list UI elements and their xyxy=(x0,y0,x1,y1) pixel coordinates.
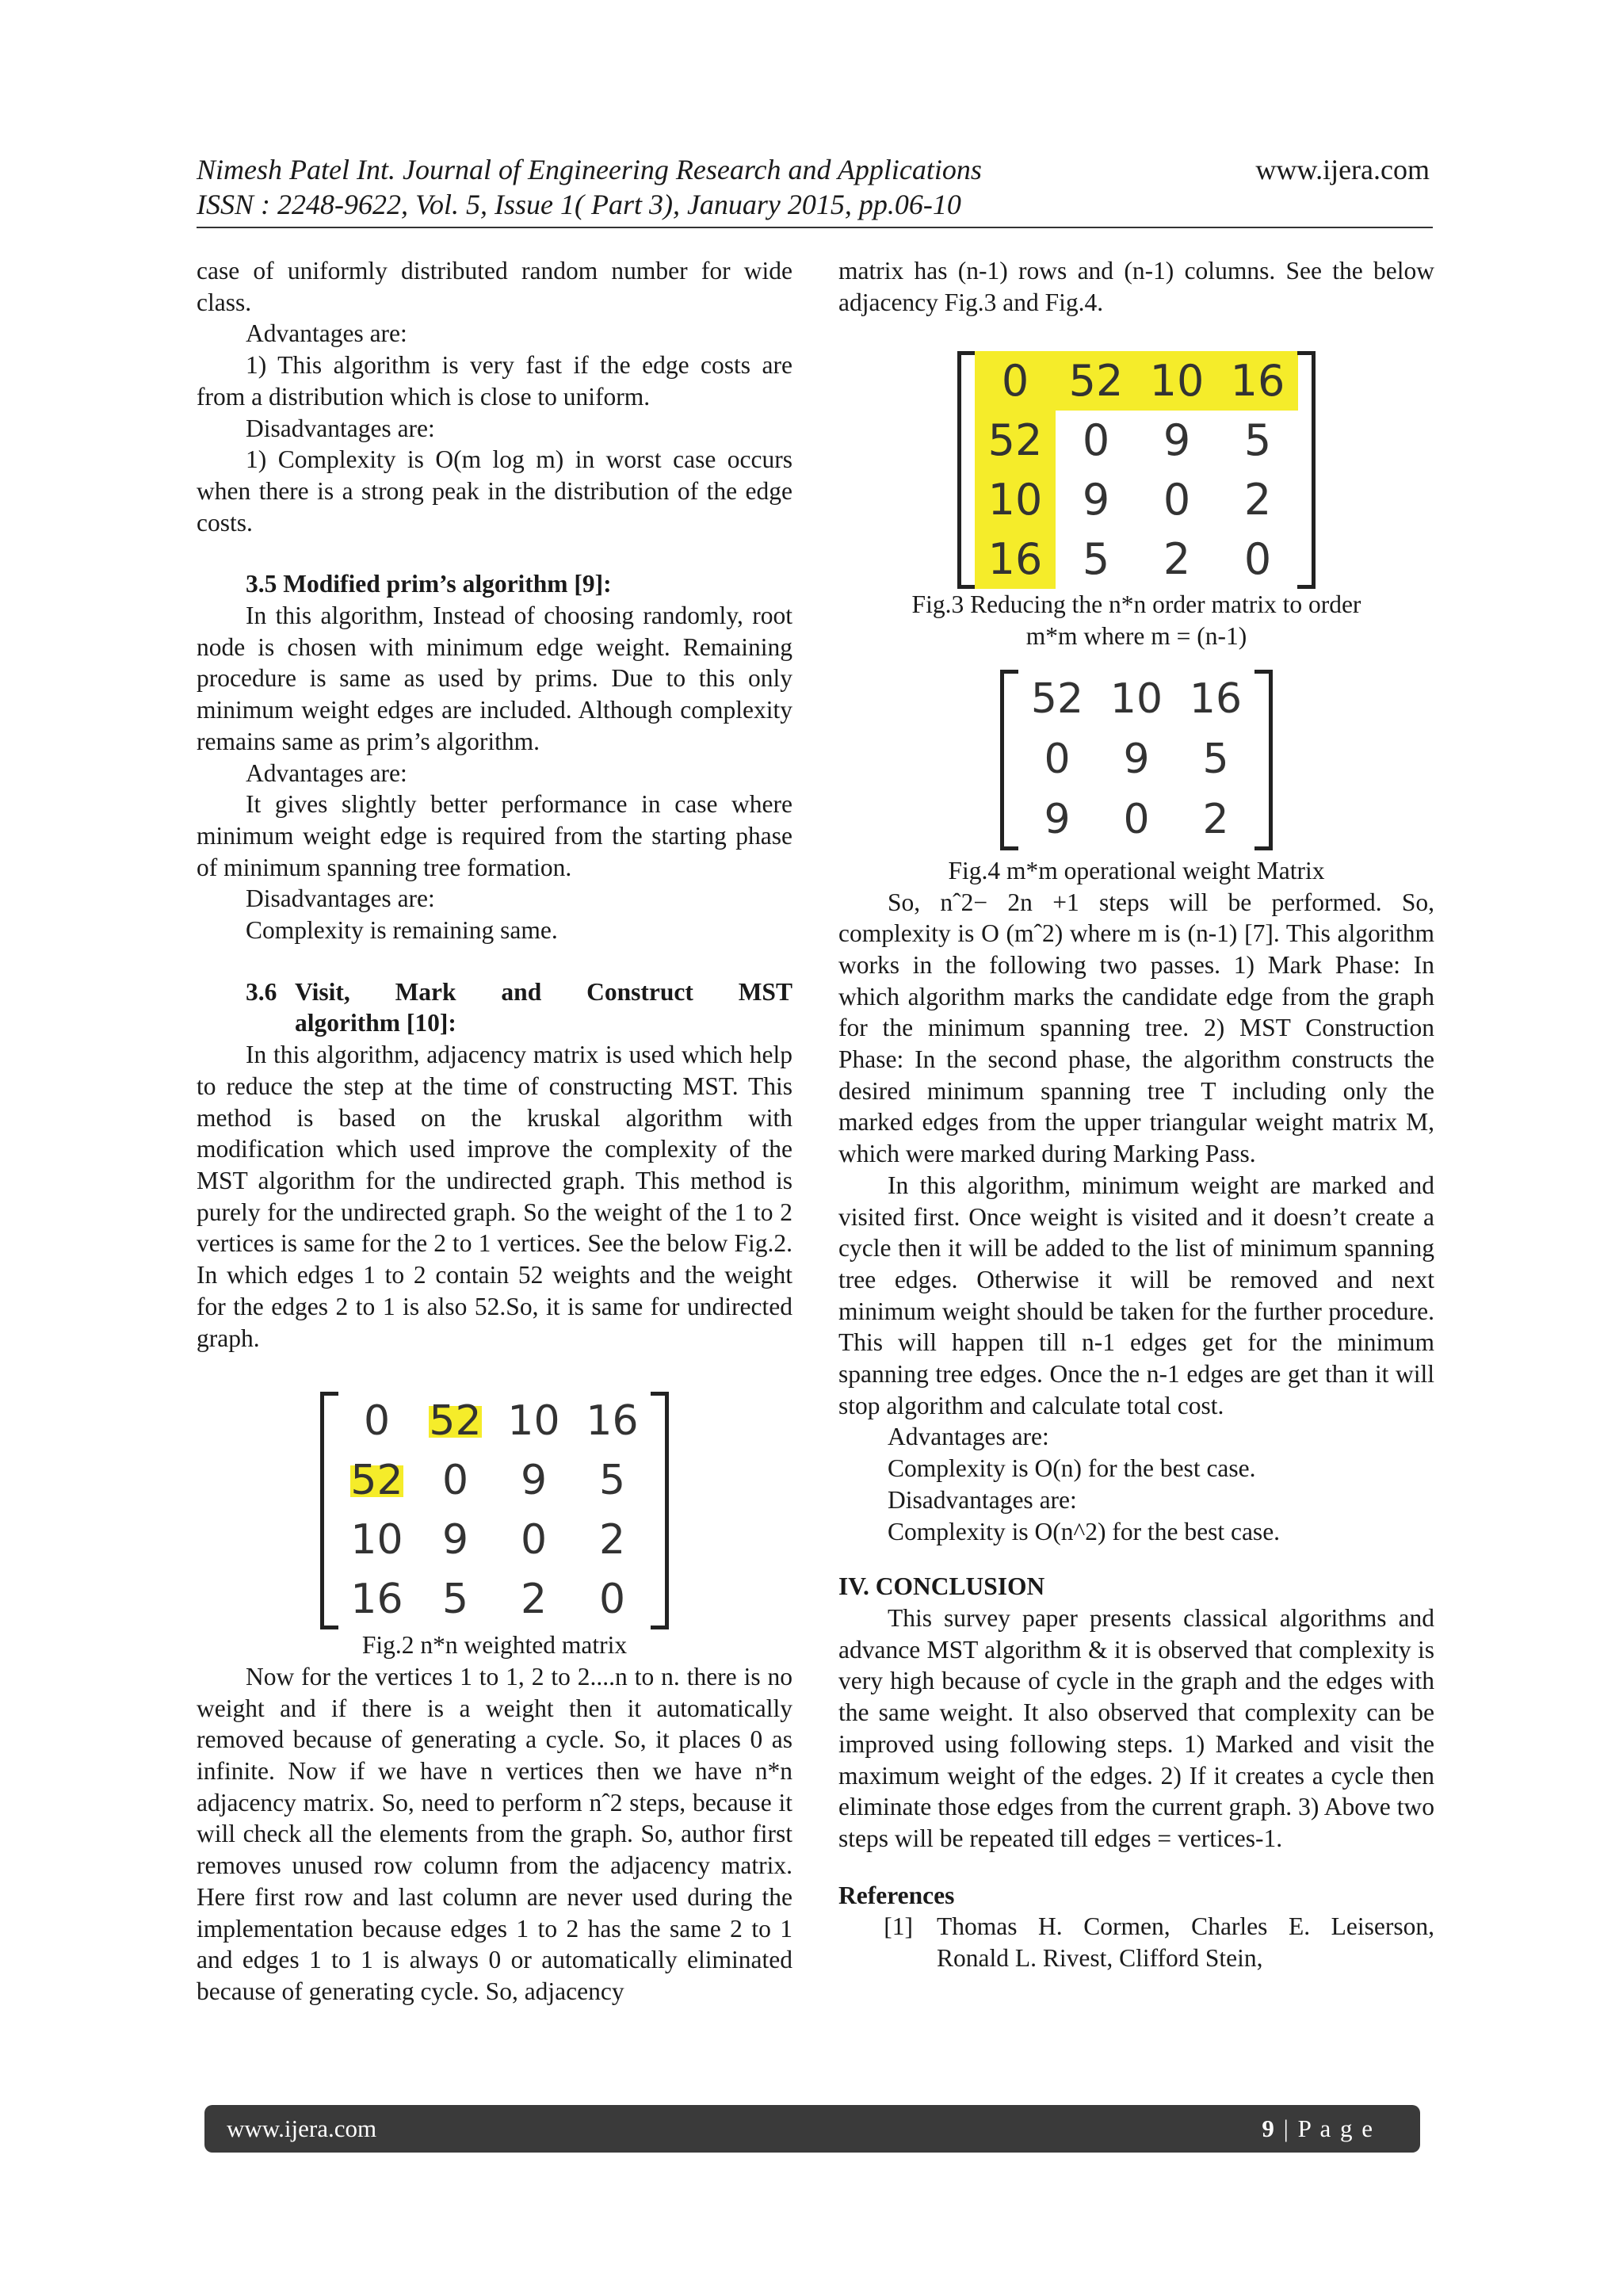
paragraph: Now for the vertices 1 to 1, 2 to 2....n to n. there is no weight and if there is a weight then it automatically removed because of generating a cycle. So, it places 0 as infinite. Now if we have n vertices then we have n*n adjacency matrix. So, need to perform nˆ2 steps, because it will check all the elements from the graph. So, author first removes unused row column from the adjacency matrix. Here first row and last column are never used during the implementation because edges 1 to 2 has the same 2 to 1 and edges 1 to 1 is always 0 or automatically eliminated because of generating cycle. So, adjacency xyxy=(197,1662,792,2005)
heading-word: MST xyxy=(738,977,792,1006)
footer-website[interactable]: www.ijera.com xyxy=(227,2115,377,2142)
matrix-cell: 9 xyxy=(1163,415,1191,466)
paragraph: It gives slightly better performance in case where minimum weight edge is required from the starting phase of minimum spanning tree formation. xyxy=(197,790,792,881)
paragraph: In this algorithm, Instead of choosing randomly, root node is chosen with minimum edge weight. Remaining procedure is same as used by prims. Due to this only minimum weight edges are included. Although complexity remains same as prim’s algorithm. xyxy=(197,602,792,755)
paragraph: So, nˆ2− 2n +1 steps will be performed. So, complexity is O (mˆ2) where m is (n-1) [7]. This algorithm works in the following two passes. 1) Mark Phase: In which algorithm marks the candidate edge from the graph for the minimum spanning tree. 2) MST Construction Phase: In the second phase, the algorithm constructs the desired minimum spanning tree T including only the marked edges from the upper triangular weight matrix M, which were marked during Marking Pass. xyxy=(838,888,1434,1168)
right-bracket xyxy=(1254,670,1273,850)
matrix-cell: 52 xyxy=(1030,674,1084,723)
journal-website[interactable]: www.ijera.com xyxy=(1255,154,1430,185)
paragraph: In this algorithm, minimum weight are marked and visited first. Once weight is visited and it doesn’t create a cycle then it will be added to the list of minimum spanning tree edges. Otherwise it will be removed and next minimum weight should be taken for the further procedure. This will happen till n-1 edges get for the minimum spanning tree edges. Once the n-1 edges are get than it will stop algorithm and calculate total cost. xyxy=(838,1171,1434,1419)
heading-word: Construct xyxy=(586,977,693,1006)
disadvantages-label: Disadvantages are: xyxy=(246,884,435,913)
paragraph: In this algorithm, adjacency matrix is used which help to reduce the step at the time of constructing MST. This method is based on the kruskal algorithm with modification which used improve the complexity of the MST algorithm for the undirected graph. This method is purely for the undirected graph. So the weight of the 1 to 2 vertices is same for the 2 to 1 vertices. See the below Fig.2. In which edges 1 to 2 contain 52 weights and the weight for the edges 2 to 1 is also 52.So, it is same for undirected graph. xyxy=(197,1041,792,1352)
figure-4-caption: Fig.4 m*m operational weight Matrix xyxy=(948,856,1325,884)
paragraph: case of uniformly distributed random number for wide class. xyxy=(197,257,792,316)
left-bracket xyxy=(957,351,976,589)
matrix-cell-highlighted: 52 xyxy=(350,1456,403,1504)
paragraph: Complexity is O(n^2) for the best case. xyxy=(888,1517,1281,1545)
paragraph: This survey paper presents classical algorithms and advance MST algorithm & it is observed that complexity is very high because of cycle in the graph and the edges with the same weight. It also observed that complexity can be improved using following steps. 1) Marked and visit the maximum weight of the edges. 2) If it creates a cycle then eliminate those edges from the current graph. 3) Above two steps will be repeated till edges = vertices-1. xyxy=(838,1603,1434,1852)
matrix-cell-highlighted: 16 xyxy=(1217,351,1298,411)
heading-line-2: algorithm [10]: xyxy=(295,1009,456,1037)
matrix-cell: 9 xyxy=(441,1515,469,1564)
figure-2-matrix xyxy=(320,1392,669,1629)
figure-4-matrix xyxy=(1000,670,1273,850)
matrix-cell: 9 xyxy=(1044,795,1071,843)
page-number-value: 9 xyxy=(1262,2115,1276,2142)
matrix-cell-highlighted: 52 xyxy=(1056,351,1136,411)
page-number xyxy=(1262,2115,1374,2143)
matrix-cell-highlighted: 52 xyxy=(975,411,1056,470)
figure-3-caption-line-2: m*m where m = (n-1) xyxy=(1025,622,1247,651)
matrix-cell: 0 xyxy=(598,1575,626,1623)
conclusion-heading: IV. CONCLUSION xyxy=(838,1572,1045,1601)
matrix-cell: 0 xyxy=(1163,475,1191,525)
section-heading-3-6 xyxy=(197,976,792,1039)
matrix-cell: 0 xyxy=(1082,415,1110,466)
figure-2-caption: Fig.2 n*n weighted matrix xyxy=(361,1631,628,1660)
matrix-cell: 2 xyxy=(1243,475,1272,525)
paragraph: Complexity is remaining same. xyxy=(246,916,558,945)
matrix-cell: 5 xyxy=(1243,415,1272,466)
left-bracket xyxy=(320,1392,338,1629)
left-bracket xyxy=(1000,670,1018,850)
matrix-cell-highlighted: 10 xyxy=(975,470,1056,529)
matrix-cell: 16 xyxy=(586,1396,639,1445)
advantages-label: Advantages are: xyxy=(246,758,407,787)
paragraph: 1) Complexity is O(m log m) in worst case occurs when there is a strong peak in the distribution of the edge costs. xyxy=(197,445,792,537)
section-number: 3.6 xyxy=(246,977,277,1006)
matrix-cell: 2 xyxy=(598,1515,626,1564)
running-header xyxy=(197,152,1433,222)
matrix-cell: 0 xyxy=(1243,534,1272,585)
heading-word: Mark xyxy=(395,977,456,1006)
references-heading: References xyxy=(838,1881,955,1909)
header-rule xyxy=(197,227,1433,228)
matrix-cell: 16 xyxy=(1189,674,1243,723)
matrix-cell: 9 xyxy=(1082,475,1110,525)
matrix-cell-highlighted: 52 xyxy=(429,1396,482,1445)
matrix-cell: 5 xyxy=(598,1456,626,1504)
matrix-cell: 10 xyxy=(350,1515,403,1564)
heading-word: and xyxy=(501,977,542,1006)
issn-line: ISSN : 2248-9622, Vol. 5, Issue 1( Part 3), January 2015, pp.06-10 xyxy=(197,189,961,220)
matrix-cell-highlighted: 16 xyxy=(975,529,1056,589)
figure-3-matrix xyxy=(957,351,1316,589)
figure-3-caption: Fig.3 Reducing the n*n order matrix to order xyxy=(911,590,1361,619)
matrix-cell: 10 xyxy=(1109,674,1163,723)
matrix-cell: 0 xyxy=(1123,795,1150,843)
right-column xyxy=(838,255,1434,1974)
matrix-cell: 0 xyxy=(441,1456,469,1504)
matrix-cell: 2 xyxy=(520,1575,548,1623)
advantages-label: Advantages are: xyxy=(888,1423,1049,1451)
advantages-label: Advantages are: xyxy=(246,319,407,348)
reference-number: [1] xyxy=(884,1912,913,1941)
left-column xyxy=(197,255,792,2008)
matrix-cell: 2 xyxy=(1163,534,1191,585)
heading-word: Visit, xyxy=(295,977,350,1006)
matrix-cell: 5 xyxy=(441,1575,469,1623)
matrix-cell: 16 xyxy=(350,1575,403,1623)
disadvantages-label: Disadvantages are: xyxy=(888,1485,1077,1514)
section-heading-3-5: 3.5 Modified prim’s algorithm [9]: xyxy=(246,570,612,598)
disadvantages-label: Disadvantages are: xyxy=(246,414,435,442)
page-label: | P a g e xyxy=(1275,2115,1374,2142)
matrix-cell: 10 xyxy=(507,1396,560,1445)
paragraph: 1) This algorithm is very fast if the edge costs are from a distribution which is close to uniform. xyxy=(197,351,792,411)
page-footer xyxy=(204,2105,1420,2153)
matrix-cell: 0 xyxy=(1044,735,1071,783)
reference-item xyxy=(838,1911,1434,1973)
right-bracket xyxy=(651,1392,669,1629)
paragraph: matrix has (n-1) rows and (n-1) columns. See the below adjacency Fig.3 and Fig.4. xyxy=(838,257,1434,316)
reference-text: Thomas H. Cormen, Charles E. Leiserson, Ronald L. Rivest, Clifford Stein, xyxy=(937,1912,1434,1973)
matrix-cell: 9 xyxy=(1123,735,1150,783)
matrix-cell: 2 xyxy=(1202,795,1229,843)
journal-title: Nimesh Patel Int. Journal of Engineering Research and Applications xyxy=(197,154,982,185)
matrix-cell-highlighted: 10 xyxy=(1136,351,1217,411)
matrix-cell: 9 xyxy=(520,1456,548,1504)
matrix-cell: 0 xyxy=(363,1396,391,1445)
matrix-cell: 5 xyxy=(1202,735,1229,783)
right-bracket xyxy=(1297,351,1316,589)
paragraph: Complexity is O(n) for the best case. xyxy=(888,1454,1256,1483)
matrix-cell: 5 xyxy=(1082,534,1110,585)
matrix-cell-highlighted: 0 xyxy=(975,351,1056,411)
matrix-cell: 0 xyxy=(520,1515,548,1564)
